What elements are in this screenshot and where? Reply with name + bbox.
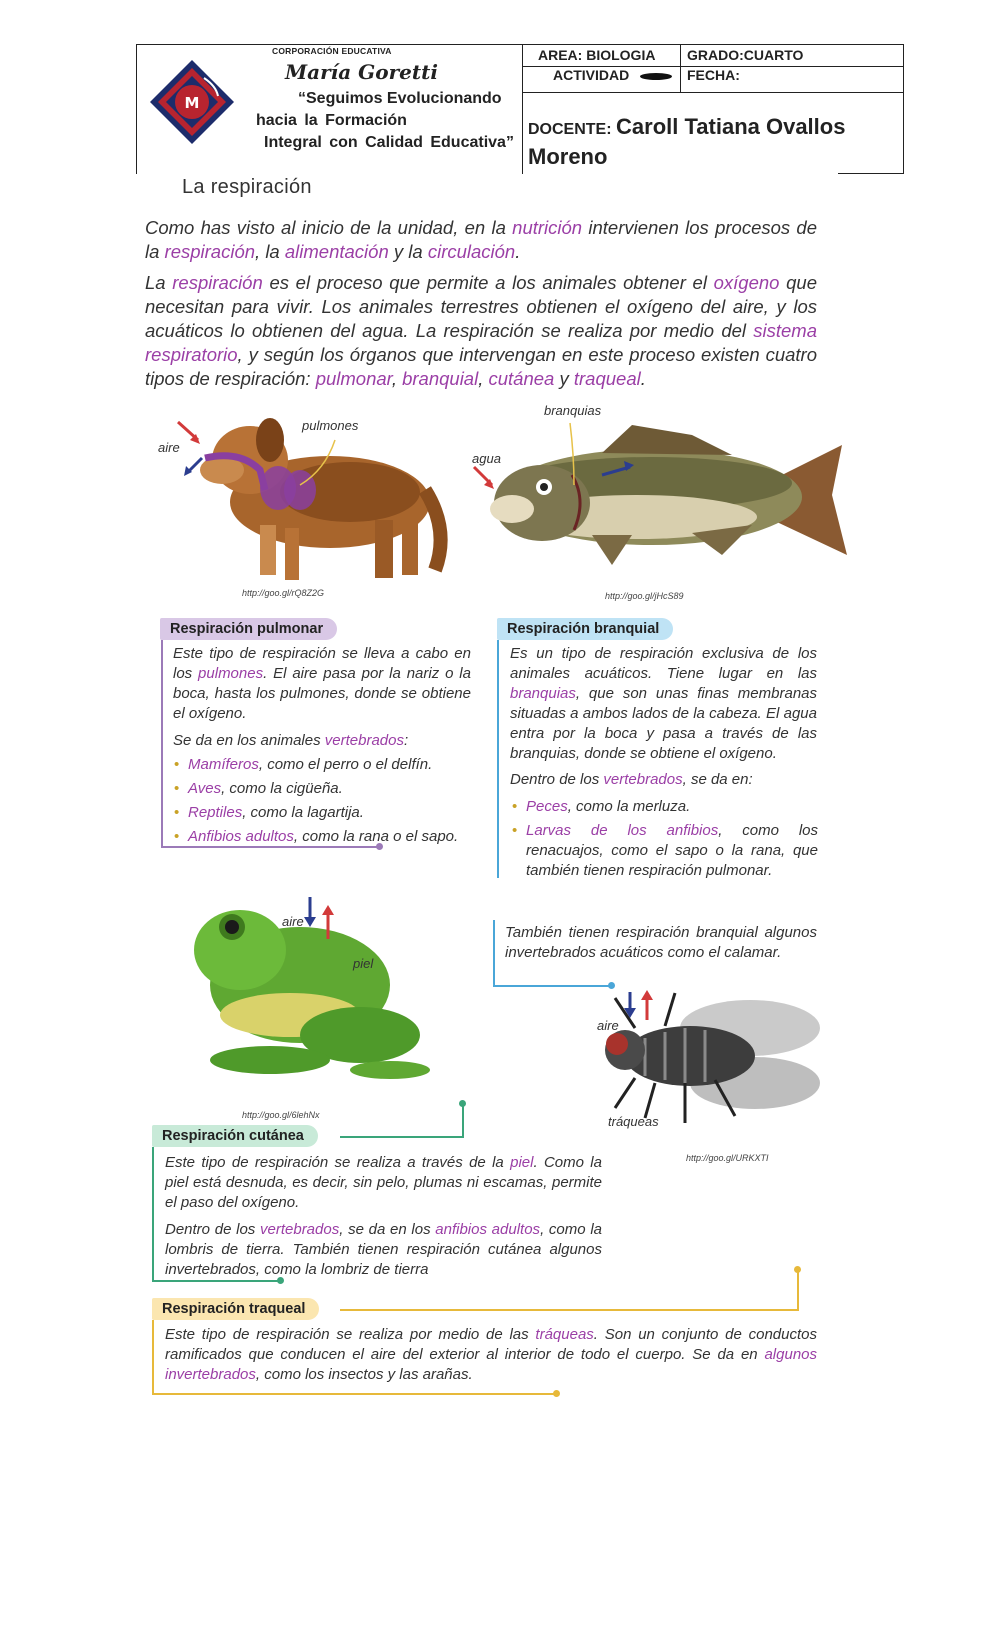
header-right-border bbox=[903, 44, 904, 174]
intro-paragraph-2: La respiración es el proceso que permite a los animales obtener el oxígeno que necesitan para vivir. Los animales terrestres obtienen el oxígeno del aire, y los acuáticos lo obtienen del agua. La respiración se realiza por medio del sistema respiratorio, y según los órganos que intervengan en este proceso existen cuatro tipos de respiración: pulmonar, branquial, cutánea y traqueal. bbox=[145, 272, 818, 389]
cutanea-border-line bbox=[152, 1147, 154, 1281]
branquial-note-line bbox=[493, 920, 495, 986]
pulmonar-list bbox=[172, 755, 472, 851]
fly-label-traqueas: tráqueas bbox=[608, 1114, 659, 1129]
dog-image-url: http://goo.gl/rQ8Z2G bbox=[242, 588, 325, 598]
svg-text:M: M bbox=[184, 94, 200, 112]
teacher-label: DOCENTE: bbox=[528, 121, 612, 138]
teacher-block bbox=[528, 114, 845, 140]
header-bottom-border bbox=[838, 173, 904, 174]
frog-image-url: http://goo.gl/6lehNx bbox=[242, 1110, 320, 1120]
dog-illustration bbox=[150, 410, 450, 600]
list-item: • Aves, como la cigüeña. bbox=[172, 779, 472, 799]
header-left-border bbox=[136, 44, 137, 174]
dog-label-aire: aire bbox=[158, 440, 180, 455]
list-item: • Anfibios adultos, como la rana o el sapo. bbox=[172, 827, 472, 847]
traqueal-paragraph: Este tipo de respiración se realiza por medio de las tráqueas. Son un conjunto de conductos ramificados que conducen el aire del exterior al interior de todo el cuerpo. Se da en algunos invertebrados, como los insectos y las arañas. bbox=[165, 1326, 817, 1383]
school-name: María Goretti bbox=[285, 60, 438, 84]
header-row2-border bbox=[522, 92, 904, 93]
fish-label-agua: agua bbox=[472, 451, 501, 466]
cutanea-bottom-line bbox=[152, 1280, 280, 1282]
cutanea-connector-vertical bbox=[462, 1104, 464, 1136]
area-label: AREA: BIOLOGIA bbox=[538, 47, 656, 63]
intro-paragraph-1: Como has visto al inicio de la unidad, en la nutrición intervienen los procesos de la respiración, la alimentación y la circulación. bbox=[145, 217, 818, 262]
cutanea-paragraph-2: Dentro de los vertebrados, se da en los anfibios adultos, como la lombris de tierra. También tienen respiración cutánea algunos invertebrados, como la lombriz de tierra bbox=[165, 1221, 602, 1278]
cutanea-tag: Respiración cutánea bbox=[152, 1125, 318, 1147]
frog-label-piel: piel bbox=[353, 956, 374, 971]
list-item: • Peces, como la merluza. bbox=[510, 797, 818, 817]
header-mid-border bbox=[522, 44, 523, 174]
pulmonar-tag: Respiración pulmonar bbox=[160, 618, 337, 640]
list-item: • Reptiles, como la lagartija. bbox=[172, 803, 472, 823]
frog-illustration bbox=[180, 895, 440, 1095]
traqueal-dot-icon bbox=[553, 1390, 560, 1397]
list-item: • Mamíferos, como el perro o el delfín. bbox=[172, 755, 472, 775]
traqueal-connector-dot-icon bbox=[794, 1266, 801, 1273]
traqueal-border-line bbox=[152, 1320, 154, 1394]
header-grade-border bbox=[680, 44, 681, 92]
traqueal-tag: Respiración traqueal bbox=[152, 1298, 319, 1320]
motto-line-2: hacia la Formación bbox=[256, 112, 407, 129]
traqueal-bottom-line bbox=[152, 1393, 556, 1395]
pulmonar-border-line bbox=[161, 640, 163, 848]
motto-line-1: “Seguimos Evolucionando bbox=[298, 90, 502, 107]
teacher-name-line-1: Caroll Tatiana Ovallos bbox=[616, 114, 846, 139]
grade-label: GRADO:CUARTO bbox=[687, 47, 804, 63]
activity-label: ACTIVIDAD bbox=[553, 67, 630, 83]
branquial-paragraph-1: Es un tipo de respiración exclusiva de los animales acuáticos. Tiene lugar en las branquias, que son unas finas membranas situadas a ambos lados de la cabeza. El agua entra por la boca y pasa a través de las branquias, donde se obtiene el oxígeno. bbox=[510, 645, 817, 762]
activity-oval-icon bbox=[640, 73, 672, 80]
fish-illustration bbox=[462, 405, 852, 590]
fly-label-aire: aire bbox=[597, 1018, 619, 1033]
date-label: FECHA: bbox=[687, 67, 740, 83]
branquial-border-line bbox=[497, 640, 499, 878]
motto-line-3: Integral con Calidad Educativa” bbox=[264, 134, 514, 151]
dog-label-pulmones: pulmones bbox=[302, 418, 359, 433]
branquial-note-bottom bbox=[493, 985, 611, 987]
fly-image-url: http://goo.gl/URKXTI bbox=[686, 1153, 769, 1163]
header-top-border bbox=[136, 44, 904, 45]
teacher-name-line-2: Moreno bbox=[528, 144, 608, 169]
corporation-label: CORPORACIÓN EDUCATIVA bbox=[272, 46, 392, 56]
fish-image-url: http://goo.gl/jHcS89 bbox=[605, 591, 684, 601]
list-item: • Larvas de los anfibios, como los renacuajos, como el sapo o la rana, que también tienen respiración pulmonar. bbox=[510, 821, 818, 881]
cutanea-paragraph-1: Este tipo de respiración se realiza a través de la piel. Como la piel está desnuda, es decir, sin pelo, plumas ni escamas, permite el paso del oxígeno. bbox=[165, 1154, 602, 1211]
pulmonar-paragraph-1: Este tipo de respiración se lleva a cabo en los pulmones. El aire pasa por la nariz o la boca, hasta los pulmones, donde se obtiene el oxígeno. bbox=[173, 645, 471, 722]
pulmonar-paragraph-2: Se da en los animales vertebrados: bbox=[173, 732, 409, 749]
branquial-note: También tienen respiración branquial algunos invertebrados acuáticos como el calamar. bbox=[505, 924, 817, 961]
school-logo-icon bbox=[146, 56, 238, 148]
branquial-tag: Respiración branquial bbox=[497, 618, 673, 640]
fish-label-branquias: branquias bbox=[544, 403, 602, 418]
page-title: La respiración bbox=[182, 176, 312, 198]
branquial-paragraph-2: Dentro de los vertebrados, se da en: bbox=[510, 771, 753, 788]
branquial-list bbox=[510, 797, 818, 885]
traqueal-connector-vertical bbox=[797, 1270, 799, 1310]
frog-label-aire: aire bbox=[282, 914, 304, 929]
cutanea-connector-horizontal bbox=[340, 1136, 464, 1138]
traqueal-connector-horizontal bbox=[340, 1309, 799, 1311]
cutanea-connector-dot-icon bbox=[459, 1100, 466, 1107]
